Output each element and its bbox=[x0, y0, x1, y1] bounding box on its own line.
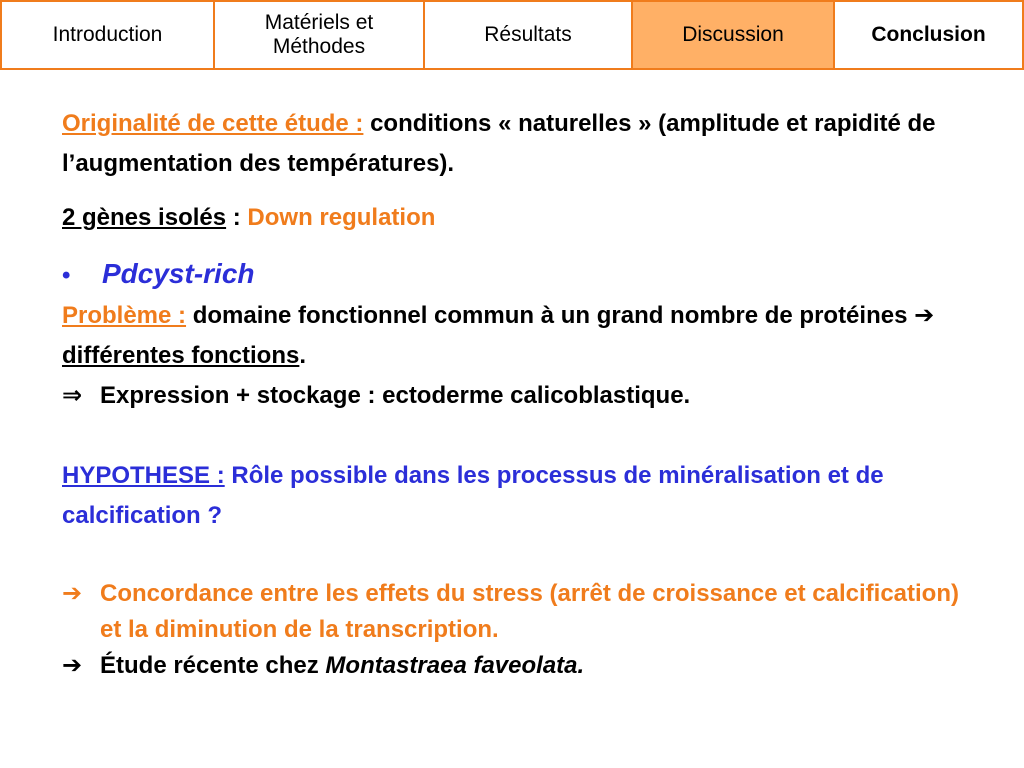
problem-label: Problème : bbox=[62, 302, 187, 329]
problem-underlined: différentes fonctions bbox=[62, 342, 300, 369]
arrow-icon: ➔ bbox=[62, 580, 83, 607]
genes-label: 2 gènes isolés bbox=[62, 204, 227, 231]
tab-discussion-label: Discussion bbox=[682, 23, 784, 46]
hypothesis-text: Rôle possible dans les processus de minéralisation et de calcification ? bbox=[62, 462, 884, 529]
bullet-pdcyst bbox=[62, 254, 982, 296]
implication-paragraph bbox=[62, 376, 982, 416]
originality-paragraph bbox=[62, 104, 982, 184]
bullet-text: Pdcyst-rich bbox=[102, 258, 255, 289]
species-name: Montastraea faveolata. bbox=[325, 652, 585, 679]
originality-text: conditions « naturelles » (amplitude et rapidité de l’augmentation des températures). bbox=[62, 110, 936, 177]
tab-materiels-methodes-label: Matériels et Méthodes bbox=[264, 11, 374, 58]
implication-text: Expression + stockage : ectoderme calicoblastique. bbox=[100, 382, 691, 409]
bullet-mark: • bbox=[62, 262, 71, 289]
concordance-paragraph bbox=[62, 576, 982, 648]
tab-conclusion[interactable] bbox=[834, 0, 1024, 70]
problem-end: . bbox=[299, 342, 307, 369]
tab-resultats-label: Résultats bbox=[484, 23, 572, 46]
problem-paragraph bbox=[62, 296, 982, 376]
hypothesis-label: HYPOTHESE : bbox=[62, 462, 225, 489]
tab-introduction-label: Introduction bbox=[52, 23, 163, 46]
genes-separator: : bbox=[226, 204, 248, 231]
problem-text: domaine fonctionnel commun à un grand nombre de protéines bbox=[186, 302, 915, 329]
tab-discussion[interactable] bbox=[632, 0, 834, 70]
originality-label: Originalité de cette étude : bbox=[62, 110, 364, 137]
genes-paragraph bbox=[62, 198, 982, 238]
arrow-icon: ➔ bbox=[914, 302, 935, 329]
study-paragraph bbox=[62, 648, 982, 684]
tab-resultats[interactable] bbox=[424, 0, 632, 70]
tab-conclusion-label: Conclusion bbox=[871, 23, 986, 46]
hypothesis-paragraph bbox=[62, 456, 982, 536]
genes-text: Down regulation bbox=[247, 204, 436, 231]
study-text: Étude récente chez bbox=[100, 652, 326, 679]
concordance-text: Concordance entre les effets du stress (arrêt de croissance et calcification) et la diminution de la transcription. bbox=[100, 580, 959, 643]
tab-introduction[interactable] bbox=[0, 0, 214, 70]
tab-materiels-methodes[interactable] bbox=[214, 0, 424, 70]
section-nav bbox=[0, 0, 1024, 70]
implies-icon: ⇒ bbox=[62, 382, 83, 409]
arrow-icon: ➔ bbox=[62, 652, 83, 679]
slide-body bbox=[62, 104, 982, 684]
